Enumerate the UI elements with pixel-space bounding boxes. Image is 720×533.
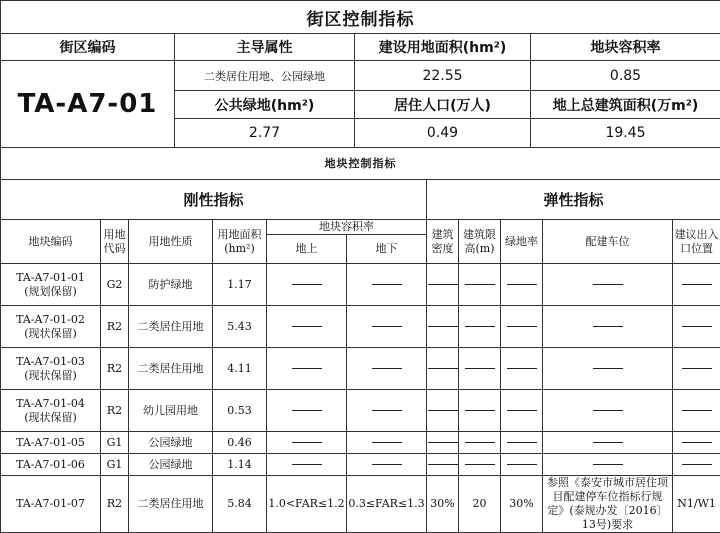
block-title: 街区控制指标 bbox=[1, 1, 720, 34]
area-cell: 4.11 bbox=[213, 348, 267, 390]
plot-code-cell bbox=[1, 390, 101, 432]
empty-cell bbox=[459, 454, 501, 476]
dash-mark bbox=[465, 326, 495, 327]
header-far-above: 地上 bbox=[267, 235, 347, 264]
use-type-cell: 公园绿地 bbox=[129, 432, 213, 454]
empty-cell bbox=[459, 264, 501, 306]
far-above-cell: 1.0<FAR≤1.2 bbox=[267, 476, 347, 533]
header-use-code: 用地代码 bbox=[101, 220, 129, 264]
dash-mark bbox=[372, 284, 402, 285]
header-far-below: 地下 bbox=[347, 235, 427, 264]
area-cell: 0.53 bbox=[213, 390, 267, 432]
plot-control-table bbox=[0, 147, 720, 533]
empty-cell bbox=[427, 306, 459, 348]
empty-cell bbox=[673, 390, 720, 432]
use-type-cell: 幼儿园用地 bbox=[129, 390, 213, 432]
header-plot-code: 地块编码 bbox=[1, 220, 101, 264]
plot-note: (现状保留) bbox=[1, 327, 100, 341]
plot-row bbox=[1, 390, 720, 432]
empty-cell bbox=[267, 348, 347, 390]
dash-mark bbox=[292, 326, 322, 327]
empty-cell bbox=[347, 264, 427, 306]
empty-cell bbox=[347, 348, 427, 390]
plot-code: TA-A7-01-02 bbox=[1, 313, 100, 327]
dash-mark bbox=[428, 326, 458, 327]
main-use-value: 二类居住用地、公园绿地 bbox=[175, 61, 355, 91]
empty-cell bbox=[427, 454, 459, 476]
far-below-cell: 0.3≤FAR≤1.3 bbox=[347, 476, 427, 533]
header-land-area: 建设用地面积(hm²) bbox=[355, 34, 531, 61]
empty-cell bbox=[501, 390, 543, 432]
plot-code: TA-A7-01-05 bbox=[1, 436, 100, 450]
dash-mark bbox=[507, 464, 537, 465]
empty-cell bbox=[267, 264, 347, 306]
use-code-cell: G1 bbox=[101, 454, 129, 476]
empty-cell bbox=[673, 306, 720, 348]
header-height: 建筑限高(m) bbox=[459, 220, 501, 264]
empty-cell bbox=[543, 306, 673, 348]
empty-cell bbox=[543, 390, 673, 432]
header-population: 居住人口(万人) bbox=[355, 91, 531, 119]
land-area-value: 22.55 bbox=[355, 61, 531, 91]
header-far: 地块容积率 bbox=[531, 34, 720, 61]
empty-cell bbox=[427, 348, 459, 390]
dash-mark bbox=[292, 442, 322, 443]
dash-mark bbox=[292, 410, 322, 411]
dash-mark bbox=[428, 368, 458, 369]
plot-code-cell bbox=[1, 306, 101, 348]
dash-mark bbox=[292, 368, 322, 369]
plot-code-cell bbox=[1, 454, 101, 476]
empty-cell bbox=[267, 432, 347, 454]
dash-mark bbox=[372, 410, 402, 411]
header-green: 公共绿地(hm²) bbox=[175, 91, 355, 119]
plot-row bbox=[1, 476, 720, 533]
header-use-type: 用地性质 bbox=[129, 220, 213, 264]
block-code-value: TA-A7-01 bbox=[1, 61, 175, 148]
dash-mark bbox=[372, 326, 402, 327]
empty-cell bbox=[427, 432, 459, 454]
header-plot-far: 地块容积率 bbox=[267, 220, 427, 235]
dash-mark bbox=[593, 464, 623, 465]
plot-row bbox=[1, 348, 720, 390]
plot-code-cell bbox=[1, 264, 101, 306]
dash-mark bbox=[507, 410, 537, 411]
dash-mark bbox=[593, 326, 623, 327]
empty-cell bbox=[427, 390, 459, 432]
empty-cell bbox=[459, 432, 501, 454]
use-type-cell: 防护绿地 bbox=[129, 264, 213, 306]
dash-mark bbox=[428, 410, 458, 411]
use-type-cell: 二类居住用地 bbox=[129, 306, 213, 348]
plot-note: (规划保留) bbox=[1, 285, 100, 299]
block-control-table bbox=[0, 0, 720, 148]
gfa-value: 19.45 bbox=[531, 119, 720, 148]
empty-cell bbox=[673, 432, 720, 454]
dash-mark bbox=[593, 284, 623, 285]
area-cell: 1.14 bbox=[213, 454, 267, 476]
dash-mark bbox=[593, 410, 623, 411]
dash-mark bbox=[507, 442, 537, 443]
plot-note: (现状保留) bbox=[1, 411, 100, 425]
plot-code-cell bbox=[1, 348, 101, 390]
green-value: 2.77 bbox=[175, 119, 355, 148]
dash-mark bbox=[682, 442, 712, 443]
population-value: 0.49 bbox=[355, 119, 531, 148]
use-code-cell: G1 bbox=[101, 432, 129, 454]
dash-mark bbox=[372, 464, 402, 465]
dash-mark bbox=[682, 464, 712, 465]
header-main-use: 主导属性 bbox=[175, 34, 355, 61]
area-cell: 1.17 bbox=[213, 264, 267, 306]
empty-cell bbox=[427, 264, 459, 306]
dash-mark bbox=[682, 326, 712, 327]
area-cell: 5.84 bbox=[213, 476, 267, 533]
empty-cell bbox=[673, 454, 720, 476]
plot-code: TA-A7-01-01 bbox=[1, 271, 100, 285]
header-parking: 配建车位 bbox=[543, 220, 673, 264]
rigid-title: 刚性指标 bbox=[1, 180, 427, 220]
empty-cell bbox=[501, 348, 543, 390]
use-code-cell: G2 bbox=[101, 264, 129, 306]
parking-cell: 参照《泰安市城市居住项目配建停车位指标行规定》(泰规办发〔2016〕13号)要求 bbox=[543, 476, 673, 533]
entrance-cell: N1/W1 bbox=[673, 476, 720, 533]
plot-code: TA-A7-01-06 bbox=[1, 458, 100, 472]
elastic-title: 弹性指标 bbox=[427, 180, 720, 220]
dash-mark bbox=[372, 368, 402, 369]
area-cell: 0.46 bbox=[213, 432, 267, 454]
dash-mark bbox=[507, 326, 537, 327]
dash-mark bbox=[682, 368, 712, 369]
dash-mark bbox=[593, 442, 623, 443]
dash-mark bbox=[682, 410, 712, 411]
empty-cell bbox=[459, 390, 501, 432]
empty-cell bbox=[543, 454, 673, 476]
empty-cell bbox=[501, 432, 543, 454]
empty-cell bbox=[673, 264, 720, 306]
header-entrance: 建议出入口位置 bbox=[673, 220, 720, 264]
empty-cell bbox=[543, 264, 673, 306]
plot-row bbox=[1, 264, 720, 306]
use-type-cell: 二类居住用地 bbox=[129, 476, 213, 533]
empty-cell bbox=[501, 264, 543, 306]
empty-cell bbox=[347, 432, 427, 454]
empty-cell bbox=[459, 348, 501, 390]
plot-code: TA-A7-01-03 bbox=[1, 355, 100, 369]
dash-mark bbox=[465, 442, 495, 443]
dash-mark bbox=[465, 464, 495, 465]
empty-cell bbox=[347, 390, 427, 432]
dash-mark bbox=[507, 368, 537, 369]
empty-cell bbox=[459, 306, 501, 348]
header-gfa: 地上总建筑面积(万m²) bbox=[531, 91, 720, 119]
dash-mark bbox=[507, 284, 537, 285]
area-cell: 5.43 bbox=[213, 306, 267, 348]
use-code-cell: R2 bbox=[101, 348, 129, 390]
dash-mark bbox=[682, 284, 712, 285]
dash-mark bbox=[465, 368, 495, 369]
use-type-cell: 公园绿地 bbox=[129, 454, 213, 476]
plot-code-cell bbox=[1, 476, 101, 533]
empty-cell bbox=[501, 306, 543, 348]
empty-cell bbox=[267, 390, 347, 432]
header-density: 建筑密度 bbox=[427, 220, 459, 264]
header-green-rate: 绿地率 bbox=[501, 220, 543, 264]
plot-row bbox=[1, 306, 720, 348]
empty-cell bbox=[501, 454, 543, 476]
dash-mark bbox=[372, 442, 402, 443]
dash-mark bbox=[292, 464, 322, 465]
plot-note: (现状保留) bbox=[1, 369, 100, 383]
plot-code: TA-A7-01-04 bbox=[1, 397, 100, 411]
dash-mark bbox=[428, 284, 458, 285]
empty-cell bbox=[347, 454, 427, 476]
plot-code: TA-A7-01-07 bbox=[1, 497, 100, 511]
green-rate-cell: 30% bbox=[501, 476, 543, 533]
header-area: 用地面积(hm²) bbox=[213, 220, 267, 264]
empty-cell bbox=[673, 348, 720, 390]
empty-cell bbox=[543, 432, 673, 454]
plot-row bbox=[1, 454, 720, 476]
use-code-cell: R2 bbox=[101, 306, 129, 348]
density-cell: 30% bbox=[427, 476, 459, 533]
plot-code-cell bbox=[1, 432, 101, 454]
dash-mark bbox=[428, 464, 458, 465]
empty-cell bbox=[543, 348, 673, 390]
empty-cell bbox=[347, 306, 427, 348]
use-type-cell: 二类居住用地 bbox=[129, 348, 213, 390]
dash-mark bbox=[465, 410, 495, 411]
height-cell: 20 bbox=[459, 476, 501, 533]
empty-cell bbox=[267, 454, 347, 476]
header-block-code: 街区编码 bbox=[1, 34, 175, 61]
use-code-cell: R2 bbox=[101, 476, 129, 533]
plot-row bbox=[1, 432, 720, 454]
dash-mark bbox=[593, 368, 623, 369]
dash-mark bbox=[465, 284, 495, 285]
use-code-cell: R2 bbox=[101, 390, 129, 432]
far-value: 0.85 bbox=[531, 61, 720, 91]
dash-mark bbox=[292, 284, 322, 285]
plot-title: 地块控制指标 bbox=[1, 148, 720, 180]
dash-mark bbox=[428, 442, 458, 443]
empty-cell bbox=[267, 306, 347, 348]
